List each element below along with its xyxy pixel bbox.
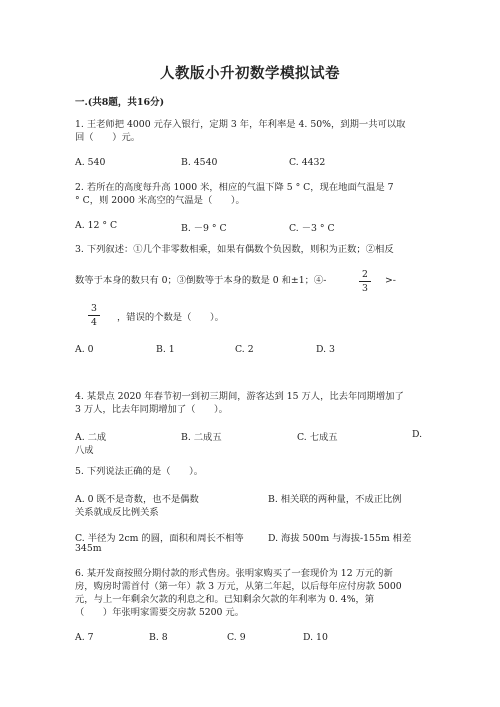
- section-heading: 一.(共8题，共16分): [75, 97, 165, 108]
- question-2-line-2: ° C，则 2000 米高空的气温是（ ）。: [75, 195, 245, 206]
- q1-option-c: C. 4432: [289, 157, 326, 168]
- question-4-line-1: 4. 某景点 2020 年春节初一到初三期间，游客达到 15 万人，比去年同期增加了: [75, 391, 404, 402]
- fraction-denominator: 3: [362, 283, 368, 294]
- q5-option-d: D. 海拔 500m 与海拔-155m 相差: [268, 533, 412, 544]
- q4-option-d-label: D.: [412, 429, 423, 440]
- question-2-line-1: 2. 若所在的高度每升高 1000 米，相应的气温下降 5 ° C，现在地面气温是 7: [75, 182, 394, 193]
- q6-option-a: A. 7: [75, 632, 94, 643]
- question-6-line-3: 元，与上一年剩余欠款的利息之和。已知剩余欠款的年利率为 0. 4%，第: [75, 594, 375, 605]
- question-3-line-1: 3. 下列叙述：①几个非零数相乘，如果有偶数个负因数，则积为正数；②相反: [75, 244, 394, 255]
- fraction-three-quarters: [87, 303, 101, 328]
- q6-option-c: C. 9: [227, 632, 246, 643]
- question-3-line-3: ，错误的个数是（ ）。: [117, 312, 224, 323]
- q1-option-b: B. 4540: [181, 157, 218, 168]
- fraction-bar: [359, 281, 371, 282]
- page-title: 人教版小升初数学模拟试卷: [160, 65, 340, 82]
- q5-option-d-cont: 345m: [75, 543, 102, 554]
- question-3-line-2: 数等于本身的数只有 0；③倒数等于本身的数是 0 和±1；④-: [75, 275, 327, 286]
- question-6-line-1: 6. 某开发商按照分期付款的形式售房。张明家购买了一套现价为 12 万元的新: [75, 568, 393, 579]
- question-1-line-1: 1. 王老师把 4000 元存入银行，定期 3 年，年利率是 4. 50%，到期一共可以取: [75, 119, 406, 130]
- q5-option-b: B. 相关联的两种量，不成正比例: [268, 494, 402, 505]
- q6-option-d: D. 10: [303, 632, 328, 643]
- q5-option-a: A. 0 既不是奇数，也不是偶数: [75, 494, 199, 505]
- fraction-denominator: 4: [91, 317, 97, 328]
- q4-option-b: B. 二成五: [181, 432, 222, 443]
- q3-option-d: D. 3: [316, 344, 335, 355]
- q3-option-b: B. 1: [156, 344, 175, 355]
- q2-option-c: C. －3 ° C: [289, 223, 335, 234]
- q2-option-b: B. －9 ° C: [181, 223, 227, 234]
- question-6-line-2: 房，购房时需首付（第一年）款 3 万元，从第二年起，以后每年应付房款 5000: [75, 581, 402, 592]
- q4-option-a: A. 二成: [75, 432, 107, 443]
- question-1-line-2: 回（ ）元。: [75, 132, 141, 143]
- q2-option-a: A. 12 ° C: [75, 220, 118, 231]
- question-4-line-2: 3 万人，比去年同期增加了（ ）。: [75, 404, 228, 415]
- q3-option-a: A. 0: [75, 344, 94, 355]
- fraction-two-thirds: [358, 269, 372, 294]
- q4-option-d-text: 八成: [75, 445, 94, 456]
- fraction-numerator: 2: [362, 269, 368, 280]
- question-6-line-4: （ ）年张明家需要交房款 5200 元。: [75, 607, 245, 618]
- q5-option-c: C. 半径为 2cm 的圆，面积和周长不相等: [75, 533, 244, 544]
- q6-option-b: B. 8: [149, 632, 168, 643]
- greater-than-sign: >-: [385, 275, 396, 286]
- fraction-bar: [88, 315, 100, 316]
- q3-option-c: C. 2: [235, 344, 254, 355]
- q5-option-b-cont: 关系就成反比例关系: [75, 507, 159, 518]
- question-5-line-1: 5. 下列说法正确的是（ ）。: [75, 466, 204, 477]
- q4-option-c: C. 七成五: [297, 432, 338, 443]
- q1-option-a: A. 540: [75, 157, 106, 168]
- fraction-numerator: 3: [91, 303, 97, 314]
